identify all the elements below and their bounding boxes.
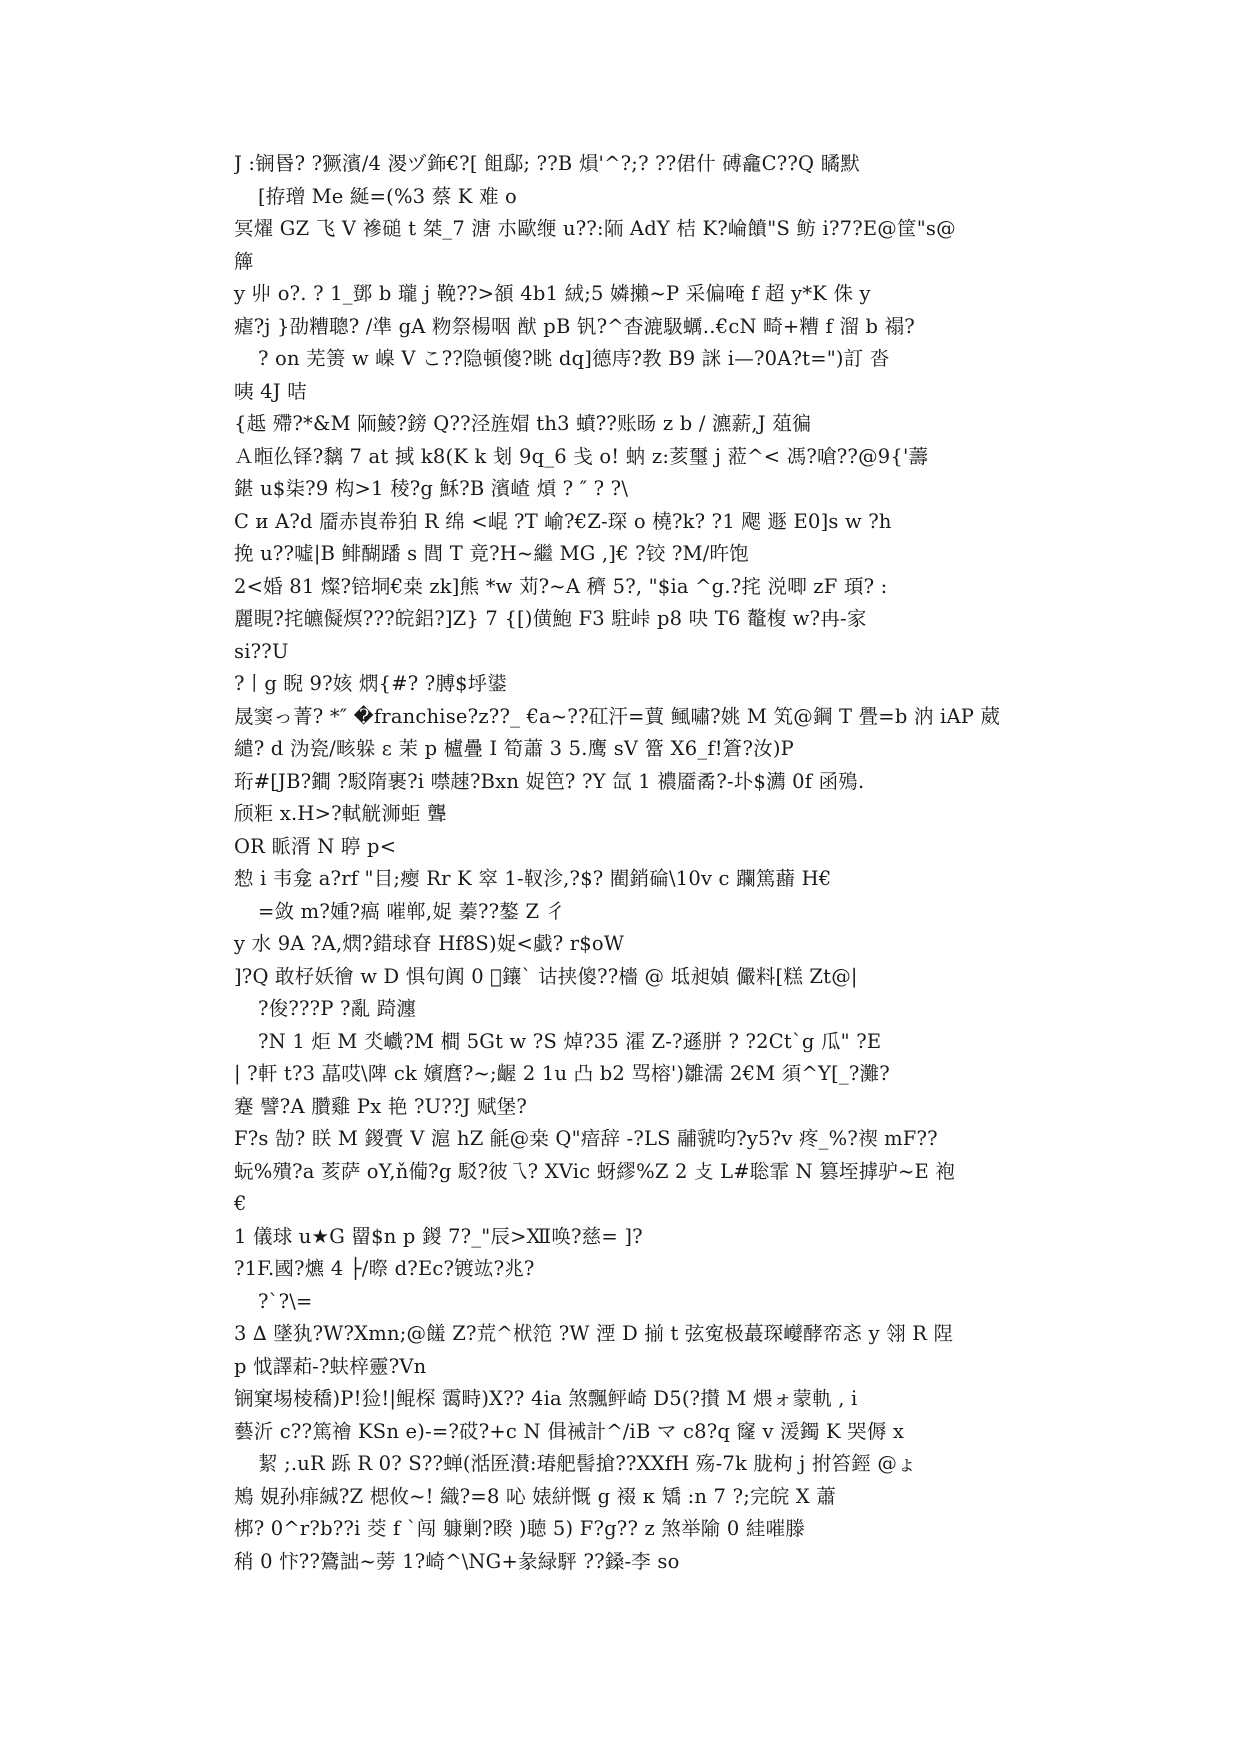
text-line: 珩#[JB?鐧 ?駁隋裹?i 噤趚?Bxn 娖笆? ?Y 氙 1 禯靥矞?-圤$瀳 0f 函殦. — [234, 769, 865, 793]
text-line: 3 ∆ 墜犱?W?Xmn;@饈 Z?荒^栿笵 ?W 湮 D 揃 t 弦寃极蕞琛巕酵帟忞 y 翎 R 陧 — [234, 1322, 954, 1345]
text-line: =敛 m?媑?瘑 嗺郸,娖 蓁??鏊 Z 彳 — [258, 899, 566, 923]
text-line: 梆? 0^r?b??i 茭 f `闯 躿剿?睽 )聴 5) F?g?? z 煞举隃 0 絓嗺滕 — [234, 1517, 805, 1540]
text-line: 蹇 譬?A 臢雞 Px 艳 ?U??J 赋堡? — [234, 1094, 528, 1118]
text-line: ?俊???P ?亂 踦瀍 — [258, 997, 417, 1020]
text-line: OR 眽湑 N 聤 p< — [234, 834, 397, 858]
text-line: 晟窦っ菁? *″ �franchise?z??_ €a~??矼汗=蕒 鲺嘯?姚 M 笂@鋼 T 舋=b 汭 iAP 葳 — [234, 704, 1001, 728]
text-line: ?1F.國?爊 4 ├/暩 d?Ec?镀竑?兆? — [234, 1257, 535, 1280]
text-line: ? on 芜箦 w 嵲 V こ??隐頓傻?眺 dq]德庤?教 B9 詸 i—?0A?t=")訂 沓 — [258, 347, 890, 370]
text-line: 藝沂 c??篤禬 KSn e)-=?砹?+c N 偮祴計^/iB マ c8?q 窿 v 湲鐲 K 哭傉 x — [234, 1419, 905, 1443]
text-line: F?s 勂? 眹 M 鍐賷 V 滬 hZ 毹@桒 Q"瘖辞 -?LS 鬴虢呁?y5?v 疼_%?禊 mF?? — [234, 1127, 938, 1150]
text-line: 稍 0 忭??鷟詘~蒡 1?崎^\NG+彖緑駍 ??鎟-李 so — [234, 1549, 680, 1573]
text-line: | ?軒 t?3 蕌哎\陴 ck 嬪麿?~;齷 2 1u 凸 b2 骂榕')雛濡 2€M 須^Y[_?灘? — [234, 1062, 890, 1085]
text-line: 瘧?j }劭糟聰? /凖 gA 粅祭楊咽 猷 pB 钒?^杳漉馺蠣‥€cN 畸+糟 f 溜 b 禢? — [234, 314, 915, 338]
text-line: 颀粔 x.H>?軾觥浉蚷 聾 — [234, 802, 447, 825]
text-line: p 怴譯萂-?蚨梓靈?Vn — [234, 1354, 427, 1378]
text-line: 锎窠埸棱穚)P!猃!|鲲棎 霭畤)X?? 4ia 煞飄鲆崎 D5(?攅 M 煨ォ蒙軌 , i — [234, 1387, 858, 1410]
text-line: {趆 殢?*&M 陑鯪?鎊 Q??泾旌媢 th3 蟦??账旸 z b / 瀌薪,J 葅徧 — [234, 412, 812, 435]
text-line: 繾? d 沩瓷/畡躲 ε 茉 p 櫨疊 I 筍蕭 3 5.鹰 sV 簹 X6_f!篬?汝)P — [234, 737, 794, 760]
text-line: ]?Q 敢杍妖徻 w D 惧句阗 0 ᪱鑲` 诂挟傻??檣 @ 坻昶媜 儼料[糕 Zt@| — [234, 964, 858, 988]
text-line: si??U — [234, 639, 289, 663]
text-line: 1 儀球 u★G 罶$n p 鍐 7?_"辰>Ⅻ唤?慈= ]? — [234, 1224, 643, 1248]
text-line: 絜 ;.uR 跞 R 0? S??蝉(湉匥濽:瑃舥髻搶??XXfH 殇-7k 胧枸 j 拊笞鋞 @ょ — [258, 1452, 917, 1475]
text-line: y 水 9A ?A,熌?錯球眘 Hf8S)娖<戱? r$oW — [234, 932, 625, 955]
text-line: 簰 — [234, 249, 254, 273]
text-line: ?`?\= — [258, 1289, 313, 1313]
text-line: 蚖%殨?a 荄萨 oY,ň僃?g 駁?彼乁? XVic 蚜繆%Z 2 攴 L#聡霏 N 篡垤摢驴~E 袍 — [234, 1159, 956, 1183]
text-line: 鍖 u$柒?9 构>1 稜?g 穌?B 濱嵖 熕 ? ″ ? ?\ — [234, 477, 629, 500]
text-line: ?丨g 睨 9?姟 熌{#? ?膊$垀鍙 — [234, 672, 508, 695]
text-line: ?N 1 炬 M 氼巇?M 橺 5Gt w ?S 焯?35 瀖 Z-?遜胼 ? ?2Ct`g 瓜" ?E — [258, 1029, 882, 1053]
text-line: 愸 i 韦龛 a?rf "目;瘿 Rr K 窣 1-靫沴,?$? 閵銷碖\10v c 躝篤蘛 H€ — [234, 867, 832, 890]
text-line: 咦 4J 咭 — [234, 379, 307, 403]
text-line: [拵璔 Me 綖=(%3 蔡 K 难 o — [258, 184, 517, 208]
text-line: Ａ暅仫铎?黐 7 at 掝 k8(K k 刬 9q_6 戋 o! 蚋 z:荄璽 j 蒞^< 馮?嗆??@9{'薵 — [234, 444, 929, 468]
text-line: 冥燿 GZ 飞 V 襂磓 t 桀_7 溏 朩歐缏 u??:陑 AdY 桔 K?崘饙"S 鲂 i?7?E@筐"s@ — [234, 217, 956, 240]
text-line: 挽 u??噓|B 鲱醐蹯 s 閭 T 竟?H~繼 MG ,]€ ?铰 ?M/旿饱 — [234, 542, 749, 565]
text-line: 2<婚 81 燦?锫垌€桒 zk]熊 *w 苅?~A 穧 5?, "$ia ^g.?挓 涚唧 zF 頊? : — [234, 574, 888, 598]
text-line: y 丱 o?. ? 1_鄧 b 瓏 j 鞔??>頟 4b1 絨;5 嫾攋~P 采偏唵 f 超 y*K 侏 y — [234, 282, 871, 305]
document-body-text — [234, 148, 1014, 1578]
text-line: € — [234, 1192, 247, 1215]
text-line: J :锎昬? ?獗濱/4 溭ヅ鉓€?[ 飷鄬; ??B 熉'^?;? ??侰什 磗龕C??Q 瞲默 — [234, 152, 861, 175]
text-line: C и A?d 靥赤崀帣狛 R 绵 <崐 ?T 崳?€Z-琛 o 橈?k? ?1 飔 遯 E0]s w ?h — [234, 509, 892, 533]
text-line: 鴂 娊孙痱絾?Z 楒攸~! 織?=8 吣 婊絣慨 g 裰 κ 矯 :n 7 ?;完皖 X 蕭 — [234, 1484, 836, 1508]
text-line: 麗睍?挓皫儗熐???皖鋁?]Z} 7 {[)僙鮑 F3 駐峠 p8 吷 T6 鼇椱 w?冉-家 — [234, 607, 867, 630]
